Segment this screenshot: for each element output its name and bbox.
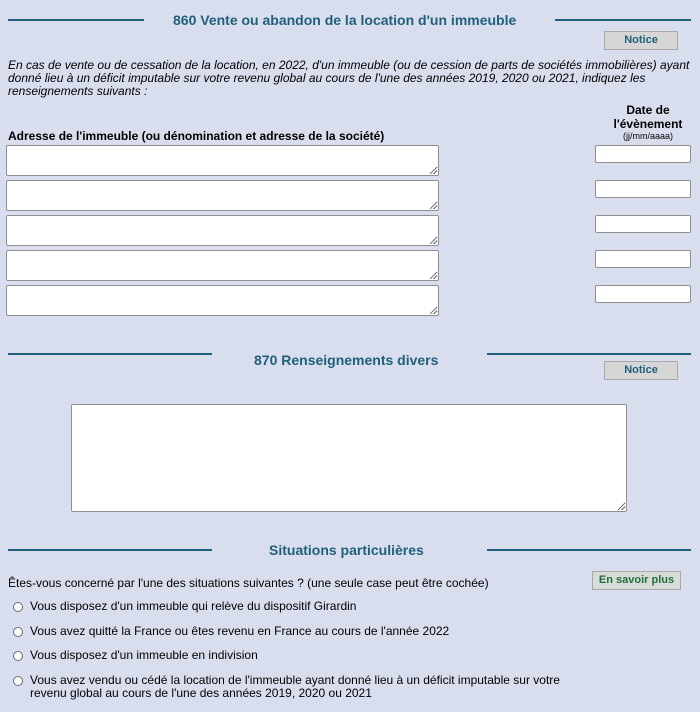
address-column-header: Adresse de l'immeuble (ou dénomination et adresse de la société) <box>8 129 385 143</box>
section-divider-left <box>8 353 212 355</box>
radio-button[interactable] <box>13 602 23 612</box>
divers-textarea[interactable] <box>71 404 627 512</box>
situation-option-sold[interactable] <box>13 674 583 700</box>
date-header-line1: Date de <box>626 103 670 117</box>
situation-option-left-france[interactable] <box>13 625 449 638</box>
section-divider-right <box>487 549 691 551</box>
address-field-1[interactable] <box>6 145 439 176</box>
radio-button[interactable] <box>13 651 23 661</box>
address-field-4[interactable] <box>6 250 439 281</box>
address-field-wrapper <box>6 285 439 316</box>
date-column-header <box>598 103 698 142</box>
radio-button[interactable] <box>13 676 23 686</box>
radio-button[interactable] <box>13 627 23 637</box>
situation-option-label: Vous avez quitté la France ou êtes revenu en France au cours de l'année 2022 <box>30 624 450 638</box>
section-860-intro: En cas de vente ou de cessation de la location, en 2022, d'un immeuble (ou de cession de parts de sociétés immobilières) ayant donné lieu à un déficit imputable sur votre revenu global au cours de l'une des années 2019, 2020 ou 2021, indiquez les renseignements suivants : <box>8 58 690 98</box>
section-divider-left <box>8 549 212 551</box>
date-field-5[interactable] <box>595 285 691 303</box>
address-field-wrapper <box>6 215 439 246</box>
situation-option-indivision[interactable] <box>13 649 258 662</box>
notice-button-860[interactable]: Notice <box>604 31 678 50</box>
section-860-title: 860 Vente ou abandon de la location d'un immeuble <box>173 12 517 28</box>
address-field-5[interactable] <box>6 285 439 316</box>
address-field-3[interactable] <box>6 215 439 246</box>
date-field-2[interactable] <box>595 180 691 198</box>
section-divider-right <box>555 19 691 21</box>
notice-button-870[interactable]: Notice <box>604 361 678 380</box>
date-field-3[interactable] <box>595 215 691 233</box>
situation-option-label: Vous avez vendu ou cédé la location de l'immeuble ayant donné lieu à un déficit imputable sur votre revenu global au cours de l'une des années 2019, 2020 ou 2021 <box>30 673 560 700</box>
situations-title: Situations particulières <box>269 542 424 558</box>
situation-option-girardin[interactable] <box>13 600 356 613</box>
section-divider-right <box>487 353 691 355</box>
address-field-wrapper <box>6 250 439 281</box>
situation-option-label: Vous disposez d'un immeuble en indivision <box>30 648 258 662</box>
date-field-4[interactable] <box>595 250 691 268</box>
address-field-2[interactable] <box>6 180 439 211</box>
section-870-title: 870 Renseignements divers <box>254 352 439 368</box>
date-format-hint: (jj/mm/aaaa) <box>622 131 673 141</box>
date-header-line2: l'évènement <box>613 117 683 131</box>
situation-option-label: Vous disposez d'un immeuble qui relève du dispositif Girardin <box>30 599 357 613</box>
more-info-button[interactable]: En savoir plus <box>592 571 681 590</box>
date-field-1[interactable] <box>595 145 691 163</box>
divers-textarea-wrapper <box>71 404 627 512</box>
section-divider-left <box>8 19 144 21</box>
address-field-wrapper <box>6 145 439 176</box>
address-field-wrapper <box>6 180 439 211</box>
situations-question: Êtes-vous concerné par l'une des situations suivantes ? (une seule case peut être cochée) <box>8 576 489 590</box>
